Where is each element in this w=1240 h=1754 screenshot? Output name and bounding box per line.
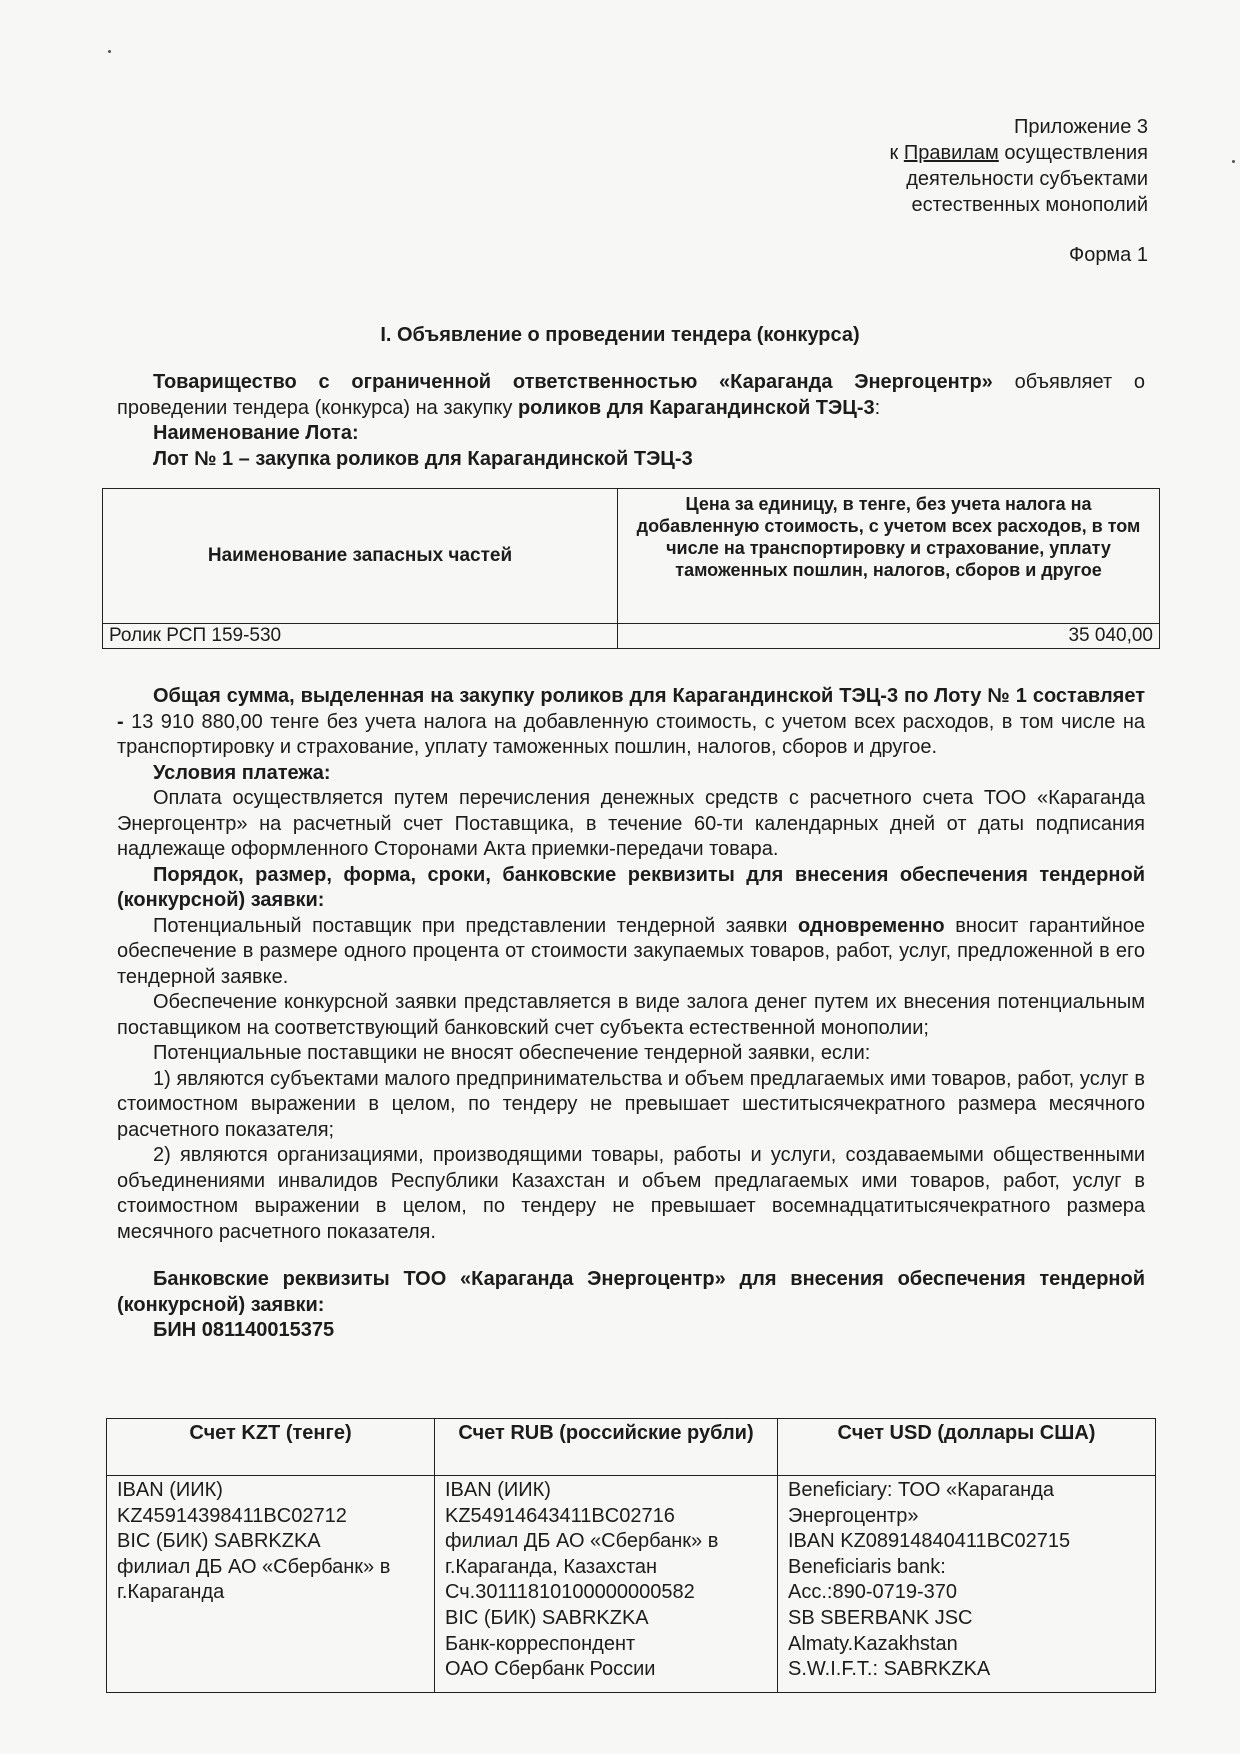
appendix-line: деятельности субъектами [906, 168, 1148, 190]
header-usd: Счет USD (доллары США) [778, 1419, 1156, 1476]
total-amount: 13 910 880,00 [131, 710, 263, 733]
appendix-line: Приложение 3 [1014, 116, 1148, 138]
security-paragraph: Обеспечение конкурсной заявки представляется в виде залога денег путем их внесения потенциальным поставщиком на соответствующий банковский счет субъекта естественной монополии; [117, 991, 1145, 1039]
usd-line: Almaty.Kazakhstan [788, 1632, 958, 1655]
rub-account [435, 1476, 778, 1693]
security-paragraph: 2) являются организациями, производящими товары, работы и услуги, создаваемыми общественными объединениями инвалидов Республики Казахстан и объем предлагаемых ими товаров, работ, услуг в стоимостном выражении в целом, по тендеру не превышает восемнадцатитысячекратного размера месячного расчетного показателя. [117, 1144, 1145, 1243]
part-name: Ролик РСП 159-530 [103, 624, 618, 649]
appendix-text: осуществления [998, 142, 1148, 164]
security-paragraph [117, 914, 1145, 991]
lot-name-label: Наименование Лота: [153, 422, 359, 444]
security-text: Потенциальный поставщик при представлении тендерной заявки [153, 914, 798, 937]
appendix-text: к [889, 142, 904, 164]
lot-table [102, 488, 1160, 649]
kzt-account [107, 1476, 435, 1693]
appendix-line: естественных монополий [911, 194, 1148, 216]
table-row [107, 1476, 1156, 1693]
table-header-row [103, 489, 1160, 624]
usd-account [778, 1476, 1156, 1693]
payment-text: Оплата осуществляется путем перечисления денежных средств с расчетного счета ТОО «Караганда Энергоцентр» на расчетный счет Поставщика, в течение 60-ти календарных дней от даты подписания надлежаще оформленного Сторонами Акта приемки-передачи товара. [117, 787, 1145, 860]
part-price: 35 040,00 [618, 624, 1160, 649]
usd-line: Beneficiaris bank: [788, 1555, 946, 1578]
total-label: Общая сумма, выделенная на закупку роликов для Карагандинской ТЭЦ-3 по Лоту № 1 составляет - [117, 685, 1145, 733]
appendix-line [728, 140, 1148, 166]
rub-line: BIC (БИК) SABRKZKA [445, 1606, 649, 1629]
bank-details-table [106, 1418, 1156, 1693]
header-name: Наименование запасных частей [103, 489, 618, 624]
header-price: Цена за единицу, в тенге, без учета налога на добавленную стоимость, с учетом всех расходов, в том числе на транспортировку и страхование, уплату таможенных пошлин, налогов, сборов и другое [618, 489, 1160, 624]
table-row [103, 624, 1160, 649]
usd-line: S.W.I.F.T.: SABRKZKA [788, 1658, 991, 1681]
usd-line: SB SBERBANK JSC [788, 1606, 973, 1629]
form-number: Форма 1 [1068, 244, 1148, 266]
rub-line: ОАО Сбербанк России [445, 1658, 656, 1681]
lot-name: Лот № 1 – закупка роликов для Карагандинской ТЭЦ-3 [153, 447, 693, 470]
main-text [117, 684, 1145, 1344]
kzt-line: KZ45914398411BC02712 [117, 1504, 347, 1527]
rub-line: IBAN (ИИК) [445, 1479, 551, 1501]
security-paragraph: Потенциальные поставщики не вносят обеспечение тендерной заявки, если: [153, 1042, 871, 1064]
procurement-subject: роликов для Карагандинской ТЭЦ-3 [517, 396, 875, 419]
rub-line: филиал ДБ АО «Сбербанк» в г.Караганда, Казахстан [445, 1530, 719, 1578]
appendix-reference [728, 114, 1148, 218]
intro-text: : [874, 396, 881, 419]
security-emphasis: одновременно [798, 914, 945, 937]
rub-line: Сч.30111810100000000582 [445, 1581, 695, 1604]
kzt-line: IBAN (ИИК) [117, 1479, 223, 1501]
header-rub: Счет RUB (российские рубли) [435, 1419, 778, 1476]
total-paragraph [117, 684, 1145, 761]
security-label: Порядок, размер, форма, сроки, банковские реквизиты для внесения обеспечения тендерной (конкурсной) заявки: [117, 863, 1145, 911]
bin-number: БИН 081140015375 [153, 1319, 335, 1341]
document-title: I. Объявление о проведении тендера (конкурса) [380, 324, 860, 346]
rub-line: Банк-корреспондент [445, 1632, 636, 1655]
rules-link[interactable]: Правилам [903, 142, 999, 164]
intro-section [117, 370, 1145, 472]
kzt-line: филиал ДБ АО «Сбербанк» в г.Караганда [117, 1555, 391, 1604]
bank-label: Банковские реквизиты ТОО «Караганда Энергоцентр» для внесения обеспечения тендерной (конкурсной) заявки: [117, 1268, 1145, 1316]
security-text: вносит гарантийное обеспечение в размере одного процента от стоимости закупаемых товаров, работ, услуг, предложенной в его тендерной заявке. [117, 914, 1145, 988]
table-header-row [107, 1419, 1156, 1476]
spacer [117, 1245, 1145, 1267]
security-paragraph: 1) являются субъектами малого предпринимательства и объем предлагаемых ими товаров, работ, услуг в стоимостном выражении в целом, по тендеру не превышает шеститысячекратного размера месячного расчетного показателя; [117, 1067, 1145, 1141]
total-text: тенге без учета налога на добавленную стоимость, с учетом всех расходов, в том числе на транспортировку и страхование, уплату таможенных пошлин, налогов, сборов и другое. [117, 710, 1145, 758]
payment-label: Условия платежа: [153, 761, 331, 784]
kzt-line: BIC (БИК) SABRKZKA [117, 1530, 321, 1553]
intro-paragraph [117, 370, 1145, 421]
organization-name: Товарищество с ограниченной ответственностью «Караганда Энергоцентр» [153, 371, 993, 393]
usd-line: Beneficiary: ТОО «Караганда Энергоцентр» [788, 1479, 1054, 1527]
scan-speck [1232, 160, 1235, 163]
intro-text: объявляет о проведении тендера (конкурса) на закупку [117, 371, 1146, 419]
rub-line: KZ54914643411BC02716 [445, 1504, 675, 1527]
scan-speck [108, 50, 111, 53]
header-kzt: Счет KZT (тенге) [107, 1419, 435, 1476]
usd-line: IBAN KZ08914840411BC02715 [788, 1530, 1071, 1553]
usd-line: Acc.:890-0719-370 [788, 1581, 958, 1604]
